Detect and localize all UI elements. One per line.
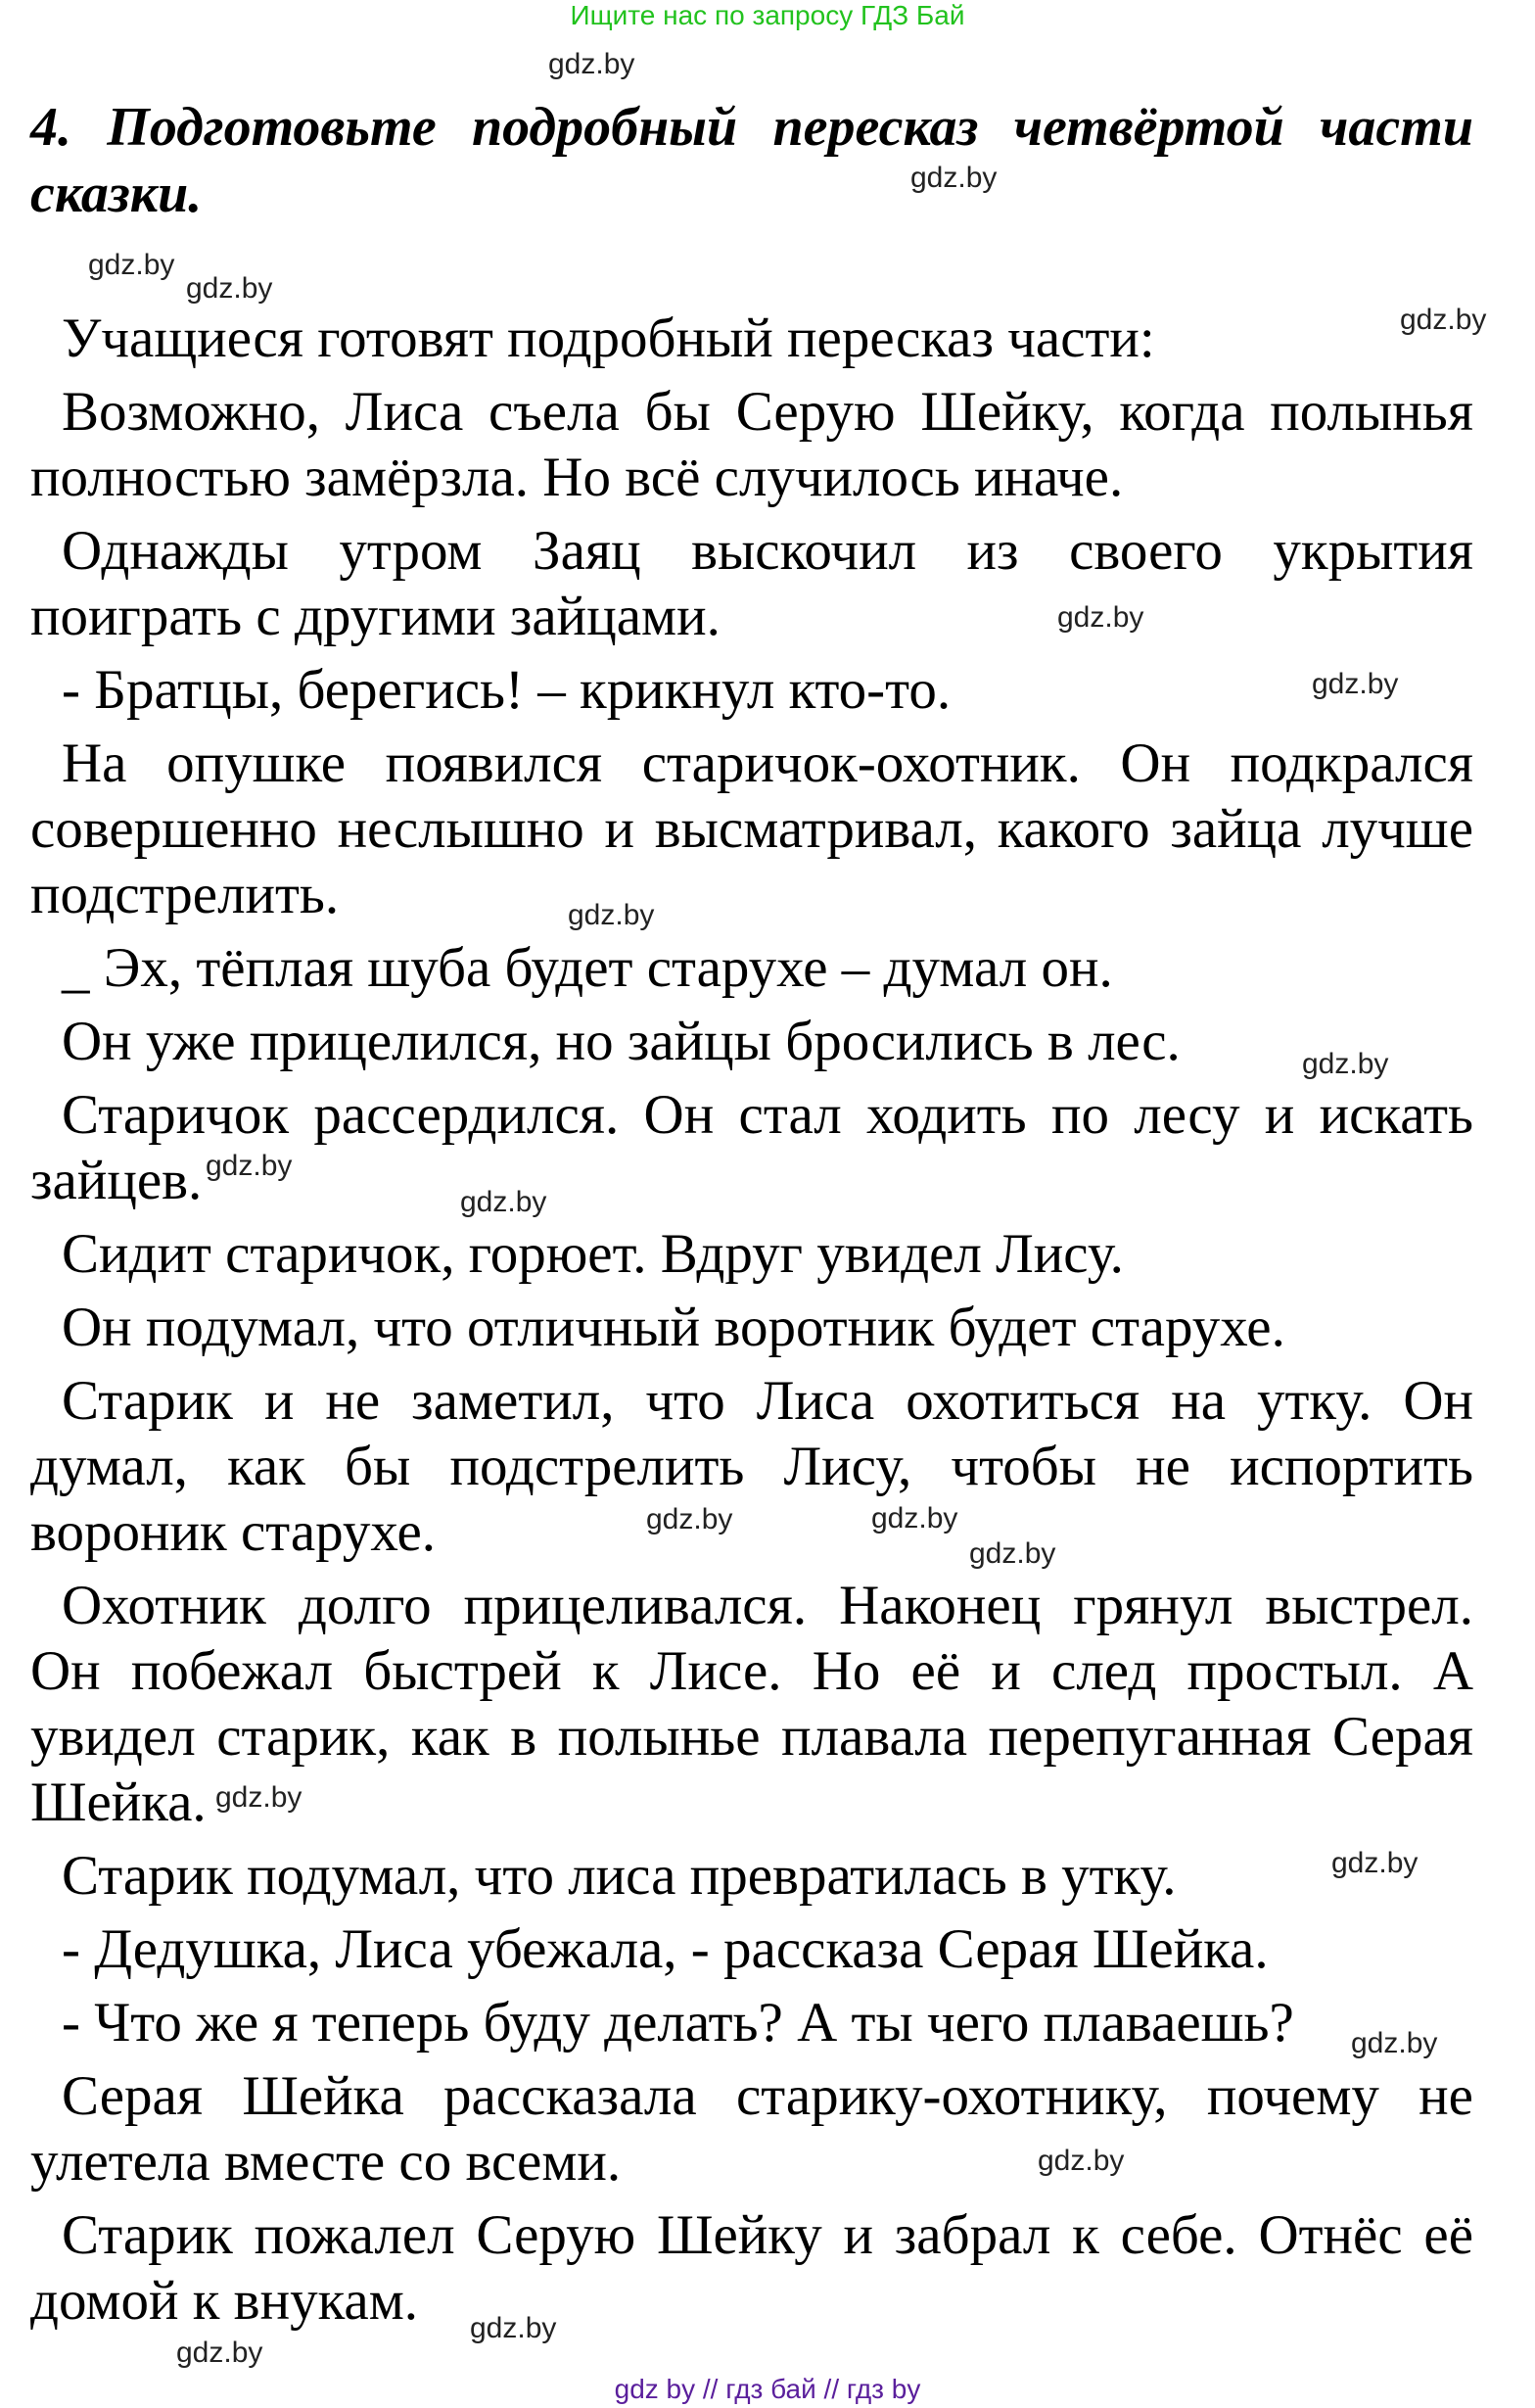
watermark: gdz.by xyxy=(1302,1048,1389,1080)
watermark: gdz.by xyxy=(470,2312,557,2344)
title-line: сказки. xyxy=(30,164,203,224)
text-line: Он подумал, что отличный воротник будет старухе. xyxy=(62,1297,1285,1358)
watermark: gdz.by xyxy=(910,162,998,194)
text-line: Учащиеся готовят подробный пересказ части: xyxy=(62,307,1155,369)
text-line: полностью замёрзла. Но всё случилось иначе. xyxy=(30,447,1124,508)
watermark: gdz.by xyxy=(1057,601,1144,634)
paragraph xyxy=(30,1368,1473,1565)
text-line: Старик подумал, что лиса превратилась в утку. xyxy=(62,1845,1177,1907)
paragraph xyxy=(30,1221,1473,1287)
paragraph xyxy=(30,379,1473,510)
text-line: Шейка. xyxy=(30,1771,207,1833)
text-line: поиграть с другими зайцами. xyxy=(30,586,721,647)
paragraph xyxy=(30,1843,1473,1909)
text-line: Он побежал быстрей к Лисе. Но её и след простыл. А xyxy=(30,1640,1473,1702)
text-line: подстрелить. xyxy=(30,864,340,925)
task-title xyxy=(30,94,1473,227)
text-line: зайцев. xyxy=(30,1150,203,1211)
text-line: Серая Шейка рассказала старику-охотнику, почему не xyxy=(62,2065,1473,2127)
watermark: gdz.by xyxy=(176,2337,263,2369)
title-line: 4. Подготовьте подробный пересказ четвёртой части xyxy=(30,97,1473,158)
watermark: gdz.by xyxy=(215,1781,302,1814)
paragraph xyxy=(30,1990,1473,2055)
paragraph xyxy=(30,1916,1473,1982)
paragraph xyxy=(30,1009,1473,1074)
watermark: gdz.by xyxy=(206,1150,293,1182)
watermark: gdz.by xyxy=(1312,668,1399,700)
watermark: gdz.by xyxy=(969,1537,1056,1570)
watermark: gdz.by xyxy=(1331,1847,1419,1879)
text-line: Охотник долго прицеливался. Наконец грянул выстрел. xyxy=(62,1575,1473,1636)
paragraph xyxy=(30,2202,1473,2334)
text-line: - Дедушка, Лиса убежала, - рассказа Серая Шейка. xyxy=(62,1918,1269,1980)
watermark: gdz.by xyxy=(871,1502,958,1535)
watermark: gdz.by xyxy=(1038,2145,1125,2177)
text-line: Он уже прицелился, но зайцы бросились в лес. xyxy=(62,1011,1181,1072)
text-line: На опушке появился старичок-охотник. Он подкрался xyxy=(62,732,1473,794)
paragraph xyxy=(30,731,1473,927)
text-line: - Братцы, берегись! – крикнул кто-то. xyxy=(62,659,952,721)
text-line: думал, как бы подстрелить Лису, чтобы не испортить xyxy=(30,1436,1473,1497)
answer-text xyxy=(30,306,1473,2341)
watermark: gdz.by xyxy=(568,899,655,931)
text-line: вороник старухе. xyxy=(30,1501,437,1563)
watermark: gdz.by xyxy=(88,249,175,281)
paragraph xyxy=(30,1082,1473,1213)
paragraph xyxy=(30,1295,1473,1360)
text-line: Сидит старичок, горюет. Вдруг увидел Лису. xyxy=(62,1223,1124,1285)
search-banner: Ищите нас по запросу ГДЗ Бай xyxy=(570,0,965,30)
text-line: Старичок рассердился. Он стал ходить по лесу и искать xyxy=(62,1084,1473,1146)
paragraph xyxy=(30,2063,1473,2195)
watermark: gdz.by xyxy=(460,1186,547,1218)
text-line: Старик и не заметил, что Лиса охотиться на утку. Он xyxy=(62,1370,1473,1432)
paragraph xyxy=(30,935,1473,1001)
text-line: улетела вместе со всеми. xyxy=(30,2131,622,2193)
text-line: Возможно, Лиса съела бы Серую Шейку, когда полынья xyxy=(62,381,1473,443)
text-line: совершенно неслышно и высматривал, какого зайца лучше xyxy=(30,798,1473,860)
text-line: увидел старик, как в полынье плавала перепуганная Серая xyxy=(30,1706,1473,1768)
watermark: gdz.by xyxy=(1351,2027,1438,2059)
watermark: gdz.by xyxy=(186,272,273,305)
watermark: gdz.by xyxy=(548,48,635,80)
paragraph xyxy=(30,657,1473,723)
text-line: Старик пожалел Серую Шейку и забрал к себе. Отнёс её xyxy=(62,2204,1473,2266)
watermark: gdz.by xyxy=(1400,304,1487,336)
text-line: - Что же я теперь буду делать? А ты чего плаваешь? xyxy=(62,1992,1294,2054)
paragraph xyxy=(30,306,1473,371)
paragraph xyxy=(30,518,1473,649)
watermark: gdz.by xyxy=(646,1503,733,1535)
text-line: домой к внукам. xyxy=(30,2270,419,2332)
text-line: _ Эх, тёплая шуба будет старухе – думал он. xyxy=(62,937,1113,999)
text-line: Однажды утром Заяц выскочил из своего укрытия xyxy=(62,520,1473,582)
footer-links: gdz by // гдз бай // гдз by xyxy=(614,2374,921,2404)
